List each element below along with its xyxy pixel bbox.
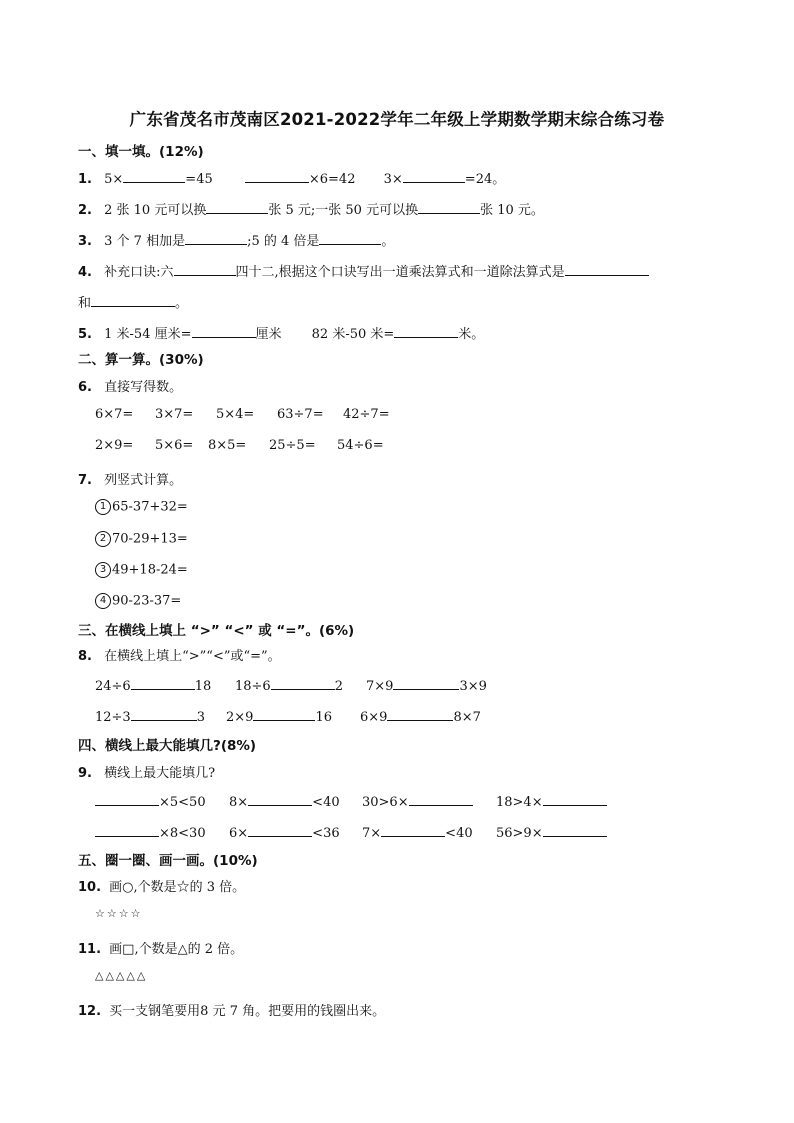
answer-blank[interactable] xyxy=(543,793,607,806)
question-9 xyxy=(78,762,215,781)
answer-blank[interactable] xyxy=(403,170,465,183)
compare-item xyxy=(235,677,343,694)
q4-text: 四十二,根据这个口诀写出一道乘法算式和一道除法算式是 xyxy=(235,265,565,280)
triangle-shapes: △△△△△ xyxy=(95,969,148,982)
question-8 xyxy=(78,645,281,664)
q4-text: 和 xyxy=(78,296,92,311)
question-4 xyxy=(78,261,649,280)
q9-text: 横线上最大能填几? xyxy=(104,766,216,781)
q2-text: 张 10 元。 xyxy=(480,203,544,218)
answer-blank[interactable] xyxy=(192,325,256,338)
q5-text: 1 米-54 厘米= xyxy=(104,327,192,342)
question-11 xyxy=(78,938,243,957)
question-number: 10. xyxy=(78,880,102,895)
answer-blank[interactable] xyxy=(271,677,335,690)
expr-right: <36 xyxy=(312,826,340,841)
calc-item: 5×6= xyxy=(155,438,194,453)
q10-text: 画○,个数是☆的 3 倍。 xyxy=(109,880,246,895)
q11-text: 画□,个数是△的 2 倍。 xyxy=(109,942,244,957)
expr-right: <40 xyxy=(445,826,473,841)
compare-left: 24÷6 xyxy=(95,679,131,694)
q2-text: 2 张 10 元可以换 xyxy=(104,203,207,218)
expr-left: 8× xyxy=(229,795,249,810)
expr-left: 56>9× xyxy=(496,826,543,841)
calc-expression: 70-29+13= xyxy=(112,531,188,547)
answer-blank[interactable] xyxy=(174,263,236,276)
compare-right: 3 xyxy=(196,710,205,725)
calc-item: 5×4= xyxy=(216,407,255,422)
calc-item: 8×5= xyxy=(208,438,247,453)
question-4-continued xyxy=(78,292,188,311)
calc-item: 2×9= xyxy=(95,438,134,453)
calc-item: 6×7= xyxy=(95,407,134,422)
max-fill-item xyxy=(229,824,340,841)
question-1 xyxy=(78,168,505,187)
answer-blank[interactable] xyxy=(394,325,458,338)
circled-number: 4 xyxy=(95,593,111,609)
circled-number: 3 xyxy=(95,562,111,578)
question-number: 12. xyxy=(78,1004,102,1019)
question-number: 2. xyxy=(78,203,92,218)
answer-blank[interactable] xyxy=(543,824,607,837)
answer-blank[interactable] xyxy=(565,263,649,276)
compare-left: 2×9 xyxy=(226,710,254,725)
q8-text: 在横线上填上“>”“<”或“=”。 xyxy=(104,649,281,664)
q1-part-a-left: 5× xyxy=(104,172,124,187)
compare-item xyxy=(366,677,487,694)
calc-item: 25÷5= xyxy=(269,438,316,453)
expr-left: 7× xyxy=(362,826,382,841)
question-6 xyxy=(78,376,182,395)
question-number: 6. xyxy=(78,380,92,395)
question-number: 3. xyxy=(78,234,92,249)
q12-text: 买一支钢笔要用8 元 7 角。把要用的钱圈出来。 xyxy=(109,1004,386,1019)
max-fill-item xyxy=(95,824,206,841)
answer-blank[interactable] xyxy=(248,793,312,806)
answer-blank[interactable] xyxy=(319,232,381,245)
circled-number: 1 xyxy=(95,499,111,515)
question-3 xyxy=(78,230,394,249)
q3-text: 。 xyxy=(381,234,395,249)
calc-item: 3×7= xyxy=(155,407,194,422)
answer-blank[interactable] xyxy=(131,677,195,690)
compare-item xyxy=(95,708,205,725)
compare-item xyxy=(360,708,481,725)
expr-left: 6× xyxy=(229,826,249,841)
question-number: 11. xyxy=(78,942,102,957)
q7-text: 列竖式计算。 xyxy=(104,473,183,488)
question-number: 8. xyxy=(78,649,92,664)
calc-expression: 65-37+32= xyxy=(112,499,188,515)
question-number: 1. xyxy=(78,172,92,187)
q3-text: ;5 的 4 倍是 xyxy=(247,234,320,249)
vertical-calc-item xyxy=(95,562,188,578)
max-fill-item xyxy=(362,824,473,841)
question-7 xyxy=(78,469,182,488)
q5-text: 82 米-50 米= xyxy=(311,327,395,342)
compare-right: 2 xyxy=(334,679,343,694)
max-fill-item xyxy=(229,793,340,810)
expr-left: 30>6× xyxy=(362,795,409,810)
q6-text: 直接写得数。 xyxy=(104,380,183,395)
question-number: 7. xyxy=(78,473,92,488)
answer-blank[interactable] xyxy=(409,793,473,806)
page-title: 广东省茂名市茂南区2021-2022学年二年级上学期数学期末综合练习卷 xyxy=(129,110,665,129)
q5-text: 米。 xyxy=(458,327,485,342)
vertical-calc-item xyxy=(95,499,188,515)
q4-text: 。 xyxy=(175,296,189,311)
question-number: 4. xyxy=(78,265,92,280)
compare-left: 12÷3 xyxy=(95,710,131,725)
q1-part-c-right: =24。 xyxy=(464,172,506,187)
calc-expression: 49+18-24= xyxy=(112,562,188,578)
question-number: 5. xyxy=(78,327,92,342)
question-10 xyxy=(78,876,245,895)
question-5 xyxy=(78,323,484,342)
calc-expression: 90-23-37= xyxy=(112,593,182,609)
answer-blank[interactable] xyxy=(91,294,175,307)
compare-right: 3×9 xyxy=(459,679,487,694)
vertical-calc-item xyxy=(95,593,181,609)
compare-right: 16 xyxy=(315,710,332,725)
expr-right: ×8<30 xyxy=(159,826,206,841)
max-fill-item xyxy=(496,824,607,841)
max-fill-item xyxy=(362,793,473,810)
compare-right: 8×7 xyxy=(453,710,481,725)
expr-right: ×5<50 xyxy=(159,795,206,810)
question-2 xyxy=(78,199,544,218)
star-shapes: ☆☆☆☆ xyxy=(95,907,143,920)
compare-item xyxy=(95,677,211,694)
expr-left: 18>4× xyxy=(496,795,543,810)
question-number: 9. xyxy=(78,766,92,781)
answer-blank[interactable] xyxy=(253,708,315,721)
section-4-heading: 四、横线上最大能填几?(8%) xyxy=(78,738,257,754)
question-12 xyxy=(78,1000,385,1019)
expr-right: <40 xyxy=(312,795,340,810)
calc-item: 54÷6= xyxy=(337,438,384,453)
section-1-heading: 一、填一填。(12%) xyxy=(78,144,204,160)
answer-blank[interactable] xyxy=(245,170,309,183)
answer-blank[interactable] xyxy=(131,708,197,721)
compare-right: 18 xyxy=(194,679,212,694)
max-fill-item xyxy=(496,793,607,810)
answer-blank[interactable] xyxy=(95,824,159,837)
answer-blank[interactable] xyxy=(387,708,453,721)
section-3-heading: 三、在横线上填上 “>” “<” 或 “=”。(6%) xyxy=(78,623,355,639)
answer-blank[interactable] xyxy=(123,170,185,183)
section-2-heading: 二、算一算。(30%) xyxy=(78,352,204,368)
answer-blank[interactable] xyxy=(381,824,445,837)
answer-blank[interactable] xyxy=(418,201,480,214)
compare-left: 18÷6 xyxy=(235,679,271,694)
compare-left: 6×9 xyxy=(360,710,388,725)
circled-number: 2 xyxy=(95,531,111,547)
q1-part-a-right: =45 xyxy=(185,172,213,187)
compare-item xyxy=(226,708,332,725)
answer-blank[interactable] xyxy=(393,677,459,690)
section-5-heading: 五、圈一圈、画一画。(10%) xyxy=(78,853,258,869)
q4-text: 补充口诀:六 xyxy=(104,265,174,280)
answer-blank[interactable] xyxy=(95,793,159,806)
q1-part-b: ×6=42 xyxy=(308,172,356,187)
calc-item: 42÷7= xyxy=(343,407,390,422)
answer-blank[interactable] xyxy=(206,201,268,214)
answer-blank[interactable] xyxy=(248,824,312,837)
compare-left: 7×9 xyxy=(366,679,394,694)
q2-text: 张 5 元;一张 50 元可以换 xyxy=(268,203,419,218)
vertical-calc-item xyxy=(95,531,188,547)
q3-text: 3 个 7 相加是 xyxy=(104,234,186,249)
answer-blank[interactable] xyxy=(185,232,247,245)
q5-text: 厘米 xyxy=(255,327,282,342)
calc-item: 63÷7= xyxy=(277,407,324,422)
q1-part-c-left: 3× xyxy=(383,172,403,187)
max-fill-item xyxy=(95,793,206,810)
